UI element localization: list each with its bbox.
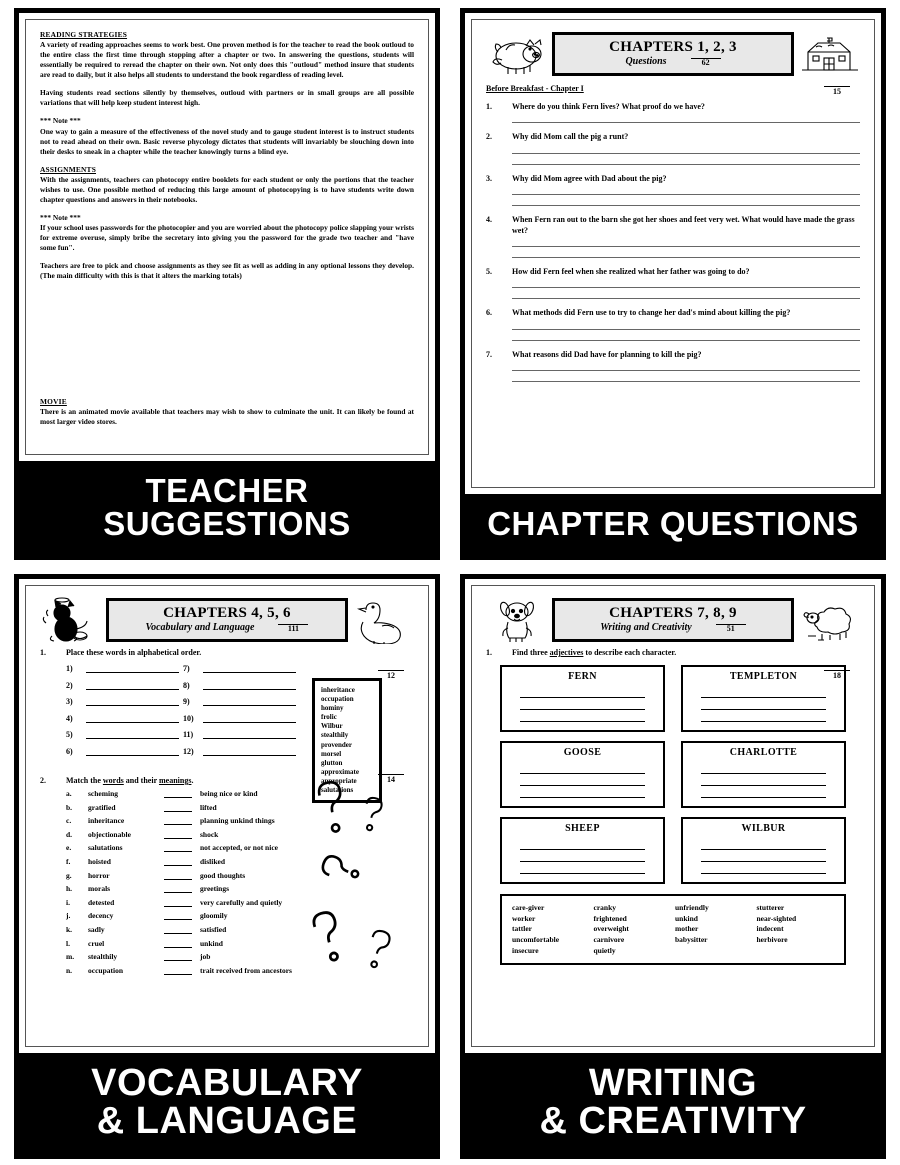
character-box: CHARLOTTE xyxy=(681,741,846,808)
teacher-text-body xyxy=(40,30,414,428)
bank-column: care-giver worker tattler uncomfortable insecure xyxy=(512,903,560,955)
match-blank[interactable] xyxy=(164,789,192,798)
note-label: *** Note *** xyxy=(40,212,81,222)
question-item: 7. What reasons did Dad have for planning to kill the pig? xyxy=(486,350,860,382)
match-blank[interactable] xyxy=(164,803,192,812)
bank-column: stutterer near-sighted indecent herbivore xyxy=(756,903,797,944)
match-row: k. sadly satisfied xyxy=(66,924,227,934)
match-blank[interactable] xyxy=(164,830,192,839)
worksheet-subtitle: Writing and Creativity xyxy=(600,622,692,634)
match-blank[interactable] xyxy=(164,898,192,907)
mark-q2: 14 xyxy=(378,774,404,785)
write-line[interactable] xyxy=(520,786,645,798)
blank-line[interactable] xyxy=(203,713,296,723)
panel-chapter-questions xyxy=(450,0,900,566)
character-box: SHEEP xyxy=(500,817,665,884)
answer-line[interactable] xyxy=(512,153,860,154)
match-blank[interactable] xyxy=(164,871,192,880)
worksheet-title: CHAPTERS 4, 5, 6 xyxy=(163,604,291,621)
score-total: 62 xyxy=(701,57,710,67)
worksheet-header xyxy=(486,596,860,644)
match-row: i. detested very carefully and quietly xyxy=(66,897,283,907)
paragraph: Having students read sections silently by themselves, outloud with partners or in small groups are all possible variations that will help keep student interest high. xyxy=(40,88,414,108)
note-body: One way to gain a measure of the effectiveness of the novel study and to gauge student interest is to instruct students not to read ahead on their own. Basic reverse phycology dictates that students will invariably be slouching down into their desks to sneak in a chapter while the teacher knowingly turns a blind eye. xyxy=(40,126,414,156)
dog-clipart xyxy=(486,596,548,644)
question-item: 4. When Fern ran out to the barn she got her shoes and feet very wet. What would have made the grass wet? xyxy=(486,215,860,258)
blank-line[interactable] xyxy=(86,729,179,739)
worksheet-title: CHAPTERS 1, 2, 3 xyxy=(609,38,737,55)
matching-list xyxy=(66,789,414,975)
match-row: h. morals greetings xyxy=(66,884,230,894)
write-line[interactable] xyxy=(701,850,826,862)
panel-writing-creativity xyxy=(450,566,900,1165)
answer-line[interactable] xyxy=(512,246,860,247)
score-total: 111 xyxy=(287,623,300,633)
write-line[interactable] xyxy=(701,686,826,698)
note-label: *** Note *** xyxy=(40,116,81,126)
alphabetical-blanks xyxy=(66,663,296,762)
page-mark: 15 xyxy=(824,86,850,97)
question-item: 1. Where do you think Fern lives? What proof do we have? xyxy=(486,102,860,123)
write-line[interactable] xyxy=(701,698,826,710)
exercise-2: 2. Match the words and their meanings. xyxy=(40,776,194,785)
answer-line[interactable] xyxy=(512,257,860,258)
write-line[interactable] xyxy=(701,838,826,850)
blank-line[interactable] xyxy=(86,696,179,706)
heading-reading-strategies: READING STRATEGIES xyxy=(40,30,128,39)
match-blank[interactable] xyxy=(164,952,192,961)
section-heading: Before Breakfast - Chapter I xyxy=(486,84,584,93)
worksheet-subtitle: Vocabulary and Language xyxy=(145,622,255,634)
character-box: GOOSE xyxy=(500,741,665,808)
banner-teacher-suggestions: TEACHER SUGGESTIONS xyxy=(19,461,435,555)
answer-line[interactable] xyxy=(512,164,860,165)
paragraph: With the assignments, teachers can photocopy entire booklets for each student or only the portions that the teacher wishes to use. One possible method of reducing this large amount of photocopying is to have students write down chapter questions and answers in their notebooks. xyxy=(40,174,414,204)
blank-line[interactable] xyxy=(203,663,296,673)
goose-clipart xyxy=(352,596,414,644)
pig-clipart xyxy=(486,30,548,78)
answer-line[interactable] xyxy=(512,122,860,123)
blank-line[interactable] xyxy=(86,746,179,756)
write-line[interactable] xyxy=(520,850,645,862)
bank-column: unfriendly unkind mother babysitter xyxy=(675,903,709,944)
match-blank[interactable] xyxy=(164,925,192,934)
match-row: n. occupation trait received from ancestors xyxy=(66,965,292,975)
character-box: FERN xyxy=(500,665,665,732)
note-body: If your school uses passwords for the photocopier and you are worried about the photocopy police slapping your wrists for extreme overuse, simply bribe the secretary into giving you the password for the grade two teacher and "have some fun". xyxy=(40,223,414,253)
write-line[interactable] xyxy=(520,774,645,786)
question-item: 2. Why did Mom call the pig a runt? xyxy=(486,132,860,164)
question-item: 6. What methods did Fern use to try to change her dad's mind about killing the pig? xyxy=(486,308,860,340)
score-box xyxy=(716,624,746,634)
paragraph: There is an animated movie available that teachers may wish to show to culminate the unit. It can likely be found at most larger video stores. xyxy=(40,407,414,427)
banner-writing-creativity: WRITING & CREATIVITY xyxy=(465,1053,881,1154)
mark-q1: 12 xyxy=(378,670,404,681)
answer-line[interactable] xyxy=(512,287,860,288)
question-list xyxy=(486,102,860,382)
title-box xyxy=(552,32,794,77)
page-teacher-suggestions xyxy=(25,19,429,455)
mark-q1: 18 xyxy=(824,670,850,681)
match-row: m. stealthily job xyxy=(66,952,211,962)
alpha-column-left: 1) 2) 3) 4) 5) 6) xyxy=(66,663,179,762)
answer-line[interactable] xyxy=(512,298,860,299)
blank-line[interactable] xyxy=(203,696,296,706)
match-row: b. gratified lifted xyxy=(66,802,217,812)
question-item: 3. Why did Mom agree with Dad about the pig? xyxy=(486,174,860,206)
page-writing xyxy=(471,585,875,1047)
panel-frame xyxy=(14,574,440,1159)
blank-line[interactable] xyxy=(203,680,296,690)
match-row: f. hoisted disliked xyxy=(66,856,226,866)
panel-frame xyxy=(14,8,440,560)
adjective-word-bank xyxy=(500,894,846,965)
write-line[interactable] xyxy=(701,774,826,786)
blank-line[interactable] xyxy=(86,663,179,673)
banner-chapter-questions: CHAPTER QUESTIONS xyxy=(465,494,881,555)
heading-assignments: ASSIGNMENTS xyxy=(40,164,97,174)
write-line[interactable] xyxy=(520,862,645,874)
sheep-clipart xyxy=(798,596,860,644)
match-row: a. scheming being nice or kind xyxy=(66,789,258,798)
write-line[interactable] xyxy=(701,710,826,722)
answer-line[interactable] xyxy=(512,381,860,382)
character-boxes xyxy=(500,665,846,884)
match-row: g. horror good thoughts xyxy=(66,870,246,880)
answer-line[interactable] xyxy=(512,370,860,371)
worksheet-title: CHAPTERS 7, 8, 9 xyxy=(609,604,737,621)
panel-vocabulary-language xyxy=(0,566,450,1165)
match-row: l. cruel unkind xyxy=(66,938,223,948)
exercise-1: 1. Place these words in alphabetical order. xyxy=(40,648,202,657)
answer-line[interactable] xyxy=(512,205,860,206)
exercise-1: 1. Find three adjectives to describe each character. xyxy=(486,648,677,657)
banner-vocabulary-language: VOCABULARY & LANGUAGE xyxy=(19,1053,435,1154)
blank-line[interactable] xyxy=(86,680,179,690)
write-line[interactable] xyxy=(701,786,826,798)
question-item: 5. How did Fern feel when she realized what her father was going to do? xyxy=(486,267,860,299)
write-line[interactable] xyxy=(520,686,645,698)
page-chapter-questions xyxy=(471,19,875,488)
match-blank[interactable] xyxy=(164,843,192,852)
match-blank[interactable] xyxy=(164,966,192,975)
heading-movie: MOVIE xyxy=(40,397,67,407)
blank-line[interactable] xyxy=(203,746,296,756)
score-box xyxy=(278,624,308,634)
score-box xyxy=(691,58,721,68)
match-blank[interactable] xyxy=(164,816,192,825)
match-row: c. inheritance planning unkind things xyxy=(66,816,275,826)
bank-column: cranky frightened overweight carnivore quietly xyxy=(593,903,629,955)
worksheet-subtitle: Questions xyxy=(625,56,667,68)
match-row: d. objectionable shock xyxy=(66,829,219,839)
paragraph: Teachers are free to pick and choose assignments as they see fit as well as adding in any optional lessons they develop. (The main difficulty with this is that it alters the marking totals) xyxy=(40,261,414,281)
match-blank[interactable] xyxy=(164,884,192,893)
write-line[interactable] xyxy=(520,710,645,722)
write-line[interactable] xyxy=(701,762,826,774)
panel-frame xyxy=(460,8,886,560)
title-box xyxy=(106,598,348,643)
alpha-column-right: 7) 8) 9) 10) 11) 12) xyxy=(183,663,296,762)
barn-clipart xyxy=(798,30,860,78)
blank-line[interactable] xyxy=(86,713,179,723)
match-row: e. salutations not accepted, or not nice xyxy=(66,843,278,853)
answer-line[interactable] xyxy=(512,329,860,330)
match-blank[interactable] xyxy=(164,939,192,948)
write-line[interactable] xyxy=(520,698,645,710)
write-line[interactable] xyxy=(520,838,645,850)
answer-line[interactable] xyxy=(512,194,860,195)
write-line[interactable] xyxy=(701,862,826,874)
worksheet-header xyxy=(486,30,860,78)
page-vocabulary xyxy=(25,585,429,1047)
score-total: 51 xyxy=(726,623,735,633)
answer-line[interactable] xyxy=(512,340,860,341)
worksheet-header xyxy=(40,596,414,644)
panel-frame xyxy=(460,574,886,1159)
title-box xyxy=(552,598,794,643)
blank-line[interactable] xyxy=(203,729,296,739)
panel-teacher-suggestions xyxy=(0,0,450,566)
write-line[interactable] xyxy=(520,762,645,774)
word-bank-box: inheritance occupation hominy frolic Wilbur stealthily provender morsel glutton approximate appropriate salutations xyxy=(312,678,382,803)
match-blank[interactable] xyxy=(164,857,192,866)
cat-clipart xyxy=(40,596,102,644)
match-row: j. decency gloomily xyxy=(66,911,228,921)
paragraph: A variety of reading approaches seems to work best. One proven method is for the teacher to read the book outloud to the entire class the first time through stopping after a chapter or two. In answering the questions, students will essentially be required to reread the chapter on their own. Not only does this "outloud" method insure that students are read to daily, but it also helps all students to understand the book regardless of reading level. xyxy=(40,40,414,80)
match-blank[interactable] xyxy=(164,911,192,920)
character-box: TEMPLETON xyxy=(681,665,846,732)
character-box: WILBUR xyxy=(681,817,846,884)
